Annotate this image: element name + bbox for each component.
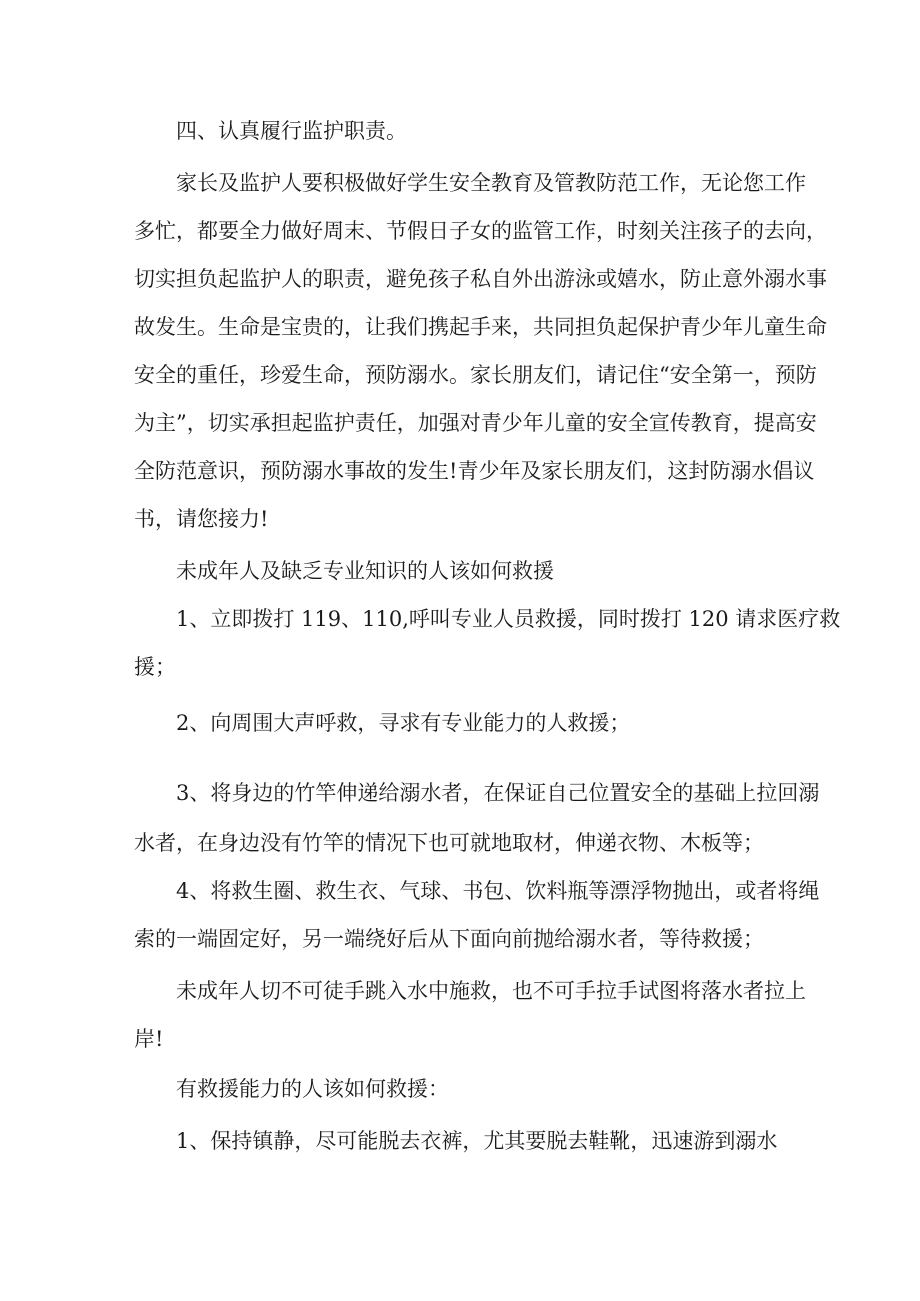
warning-text: 岸!: [134, 1027, 164, 1051]
warning-text: 未成年人切不可徒手跳入水中施救，也不可手拉手试图将落水者拉上: [176, 979, 806, 1003]
paragraph-line: 书，请您接力!: [134, 507, 269, 531]
list-item: 3、将身边的竹竿伸递给溺水者，在保证自己位置安全的基础上拉回溺: [176, 781, 820, 805]
list-item: 1、立即拨打 119、110,呼叫专业人员救援，同时拨打 120 请求医疗救: [176, 607, 841, 631]
list-item: 1、保持镇静，尽可能脱去衣裤，尤其要脱去鞋靴，迅速游到溺水: [176, 1129, 778, 1153]
list-item: 援；: [134, 655, 176, 679]
section-heading: 四、认真履行监护职责。: [176, 119, 407, 143]
paragraph-line: 全防范意识，预防溺水事故的发生!青少年及家长朋友们，这封防溺水倡议: [134, 459, 815, 483]
capable-rescue-heading: 有救援能力的人该如何救援：: [176, 1077, 449, 1101]
list-item: 索的一端固定好，另一端绕好后从下面向前抛给溺水者，等待救援；: [134, 927, 764, 951]
minor-rescue-heading: 未成年人及缺乏专业知识的人该如何救援: [176, 559, 554, 583]
list-item: 水者，在身边没有竹竿的情况下也可就地取材，伸递衣物、木板等；: [134, 831, 764, 855]
paragraph-line: 多忙，都要全力做好周末、节假日子女的监管工作，时刻关注孩子的去向，: [134, 219, 827, 243]
paragraph-line: 安全的重任，珍爱生命，预防溺水。家长朋友们，请记住“安全第一，预防: [134, 363, 817, 387]
paragraph-line: 切实担负起监护人的职责，避免孩子私自外出游泳或嬉水，防止意外溺水事: [134, 267, 827, 291]
paragraph-line: 家长及监护人要积极做好学生安全教育及管教防范工作，无论您工作: [176, 171, 806, 195]
paragraph-line: 为主”，切实承担起监护责任，加强对青少年儿童的安全宣传教育，提高安: [134, 411, 817, 435]
list-item: 4、将救生圈、救生衣、气球、书包、饮料瓶等漂浮物抛出，或者将绳: [176, 879, 820, 903]
list-item: 2、向周围大声呼救，寻求有专业能力的人救援；: [176, 711, 631, 735]
paragraph-line: 故发生。生命是宝贵的，让我们携起手来，共同担负起保护青少年儿童生命: [134, 315, 827, 339]
